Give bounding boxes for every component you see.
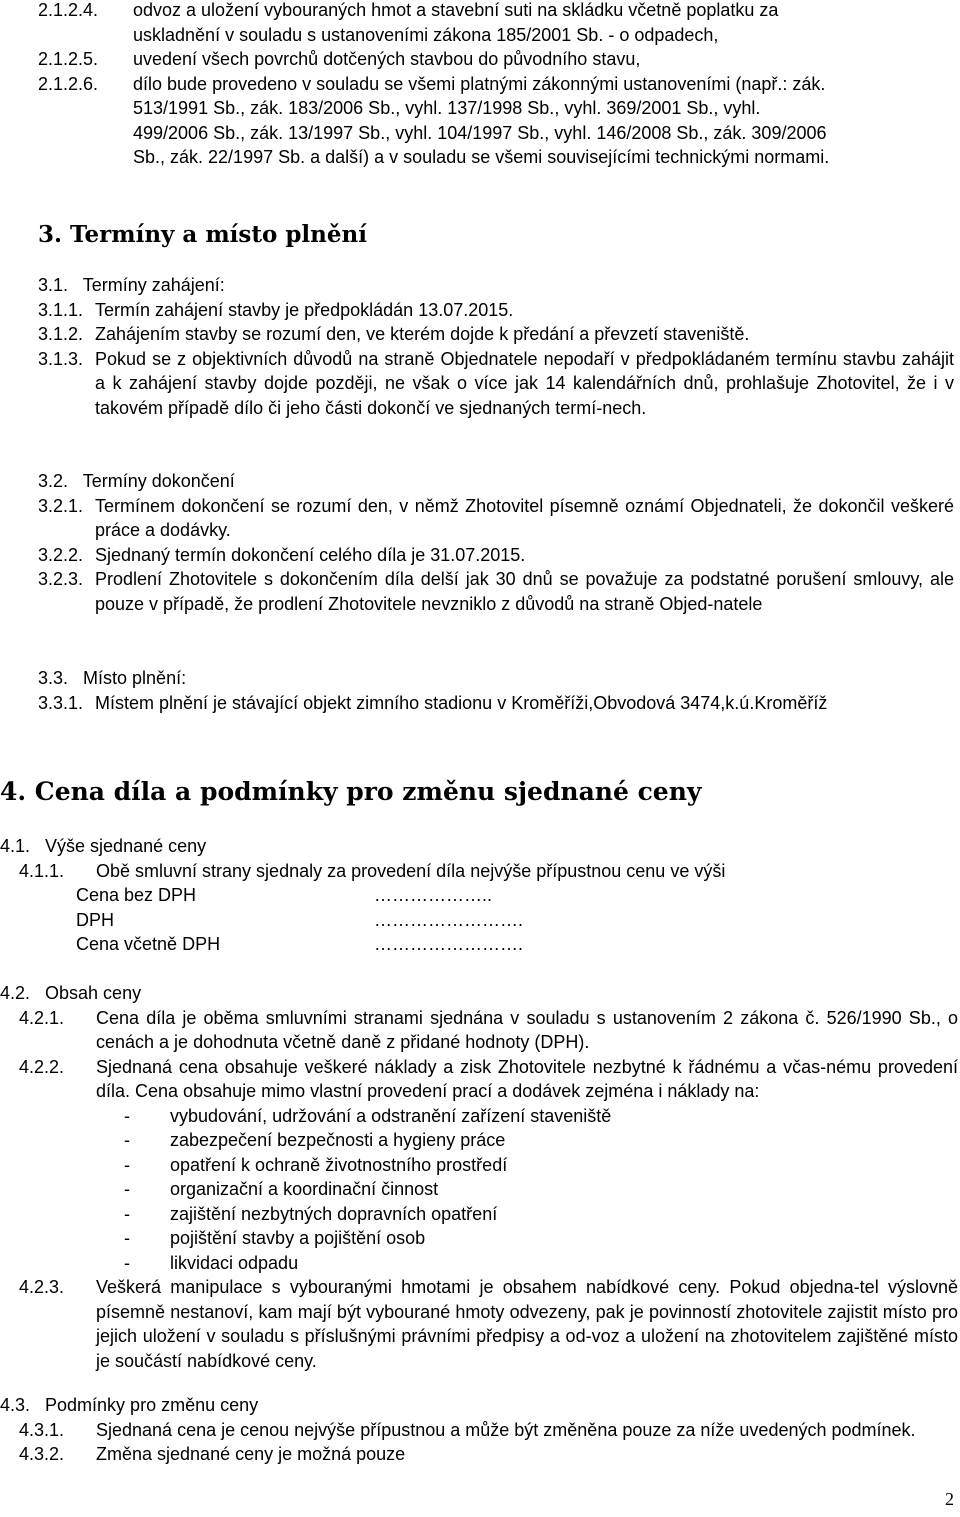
- section-4-2: [0, 981, 958, 1373]
- clause-3-1-1: 3.1.1. Termín zahájení stavby je předpokládán 13.07.2015.: [38, 299, 514, 320]
- cost-item: - pojištění stavby a pojištění osob: [124, 1228, 426, 1248]
- cost-item: - organizační a koordinační činnost: [124, 1179, 439, 1199]
- item-2-1-2-5: [38, 47, 960, 72]
- clause-4-2-1: 4.2.1. Cena díla je oběma smluvními stranami sjednána v souladu s ustanovením 2 zákona č. 526/1990 Sb., o cenách a je dohodnuta včetně daně z přidané hodnoty (DPH).: [19, 1007, 958, 1052]
- cost-item: - zabezpečení bezpečnosti a hygieny práce: [124, 1130, 506, 1150]
- clause-4-2-3: 4.2.3. Veškerá manipulace s vybouranými hmotami je obsahem nabídkové ceny. Pokud objedna-tel výslovně písemně nestanoví, kam mají být vybourané hmoty odvezeny, pak je povinností zhotovitele zajistit místo pro jejich uložení v souladu s příslušnými právními předpisy a od-voz a uložení na zhotovitelem zajištěné místo je součástí nabídkové ceny.: [19, 1277, 958, 1371]
- top-section: [38, 0, 960, 170]
- clause-3-2-3: 3.2.3. Prodlení Zhotovitele s dokončením díla delší jak 30 dnů se považuje za podstatné porušení smlouvy, ale pouze v případě, že prodlení Zhotovitele nevzniklo z důvodů na straně Objed-natele: [38, 569, 954, 614]
- section-4-3: [0, 1393, 958, 1467]
- price-list: [0, 883, 954, 957]
- price-row-base: Cena bez DPH ………………..: [76, 885, 493, 905]
- clause-3-1-2: 3.1.2. Zahájením stavby se rozumí den, ve kterém dojde k předání a převzetí staveniště.: [38, 324, 750, 344]
- item-2-1-2-6: [38, 72, 960, 170]
- item-line: dílo bude provedeno v souladu se všemi platnými zákonnými ustanoveními (např.: zák.: [133, 73, 826, 94]
- item-line: uvedení všech povrchů dotčených stavbou do původního stavu,: [133, 49, 641, 69]
- item-line: Sb., zák. 22/1997 Sb. a další) a v souladu se všemi souvisejícími technickými normami.: [133, 147, 830, 167]
- cost-item: - zajištění nezbytných dopravních opatření: [124, 1203, 498, 1224]
- cost-items: [0, 1104, 958, 1276]
- section-4-heading: 4. Cena díla a podmínky pro změnu sjednané ceny: [0, 777, 702, 806]
- cost-item: - likvidaci odpadu: [124, 1252, 299, 1273]
- item-line: 513/1991 Sb., zák. 183/2006 Sb., vyhl. 137/1998 Sb., vyhl. 369/2001 Sb., vyhl.: [133, 98, 761, 118]
- clause-4-2-2: 4.2.2. Sjednaná cena obsahuje veškeré náklady a zisk Zhotovitele nezbytné k řádnému a včas-nému provedení díla. Cena obsahuje mimo vlastní provedení prací a dodávek zejména i náklady na:: [19, 1056, 958, 1101]
- clause-3-1-3: 3.1.3. Pokud se z objektivních důvodů na straně Objednatele nepodaří v předpokládaném termínu stavbu zahájit a k zahájení stavby dojde později, ne však o více jak 14 kalendářních dnů, prohlašuje Zhotovitel, že i v takovém případě dílo či jeho části dokončí ve sjednaných termí-nech.: [38, 348, 954, 418]
- subsection-4-3: 4.3. Podmínky pro změnu ceny: [0, 1395, 259, 1415]
- section-3-3: [38, 666, 960, 715]
- item-number: 2.1.2.5.: [38, 49, 99, 69]
- clause-4-1-1: 4.1.1. Obě smluvní strany sjednaly za provedení díla nejvýše přípustnou cenu ve výši: [19, 860, 726, 881]
- section-4-1: [0, 834, 954, 957]
- subsection-3-2: 3.2. Termíny dokončení: [38, 471, 235, 491]
- clause-3-3-1: 3.3.1. Místem plnění je stávající objekt zimního stadionu v Kroměříži,Obvodová 3474,k.ú.Kroměříž: [38, 692, 828, 713]
- item-2-1-2-4: [38, 0, 960, 47]
- price-row-vat: DPH …………………….: [76, 909, 524, 930]
- cost-item: - vybudování, udržování a odstranění zařízení staveniště: [124, 1105, 612, 1126]
- clause-3-2-1: 3.2.1. Termínem dokončení se rozumí den, v němž Zhotovitel písemně oznámí Objednateli, že dokončil veškeré práce a dodávky.: [38, 495, 954, 540]
- clause-4-3-2: 4.3.2. Změna sjednané ceny je možná pouze: [19, 1444, 406, 1464]
- section-3-2: [38, 469, 954, 616]
- subsection-3-3: 3.3. Místo plnění:: [38, 668, 187, 688]
- item-line: 499/2006 Sb., zák. 13/1997 Sb., vyhl. 104/1997 Sb., vyhl. 146/2008 Sb., zák. 309/2006: [133, 122, 827, 143]
- subsection-4-1: 4.1. Výše sjednané ceny: [0, 836, 207, 856]
- price-row-total: Cena včetně DPH …………………….: [76, 934, 524, 954]
- section-3-body: [38, 273, 954, 420]
- item-number: 2.1.2.4.: [38, 0, 99, 20]
- item-number: 2.1.2.6.: [38, 73, 99, 94]
- section-3-heading: 3. Termíny a místo plnění: [38, 221, 367, 248]
- item-line: odvoz a uložení vybouraných hmot a stavební suti na skládku včetně poplatku za: [133, 0, 779, 20]
- subsection-4-2: 4.2. Obsah ceny: [0, 983, 142, 1003]
- clause-4-3-1: 4.3.1. Sjednaná cena je cenou nejvýše přípustnou a může být změněna pouze za níže uvedených podmínek.: [19, 1419, 916, 1440]
- item-line: uskladnění v souladu s ustanoveními zákona 185/2001 Sb. - o odpadech,: [133, 24, 719, 45]
- cost-item: - opatření k ochraně životnostního prostředí: [124, 1154, 508, 1175]
- subsection-3-1: 3.1. Termíny zahájení:: [38, 275, 225, 295]
- clause-3-2-2: 3.2.2. Sjednaný termín dokončení celého díla je 31.07.2015.: [38, 544, 526, 565]
- page-number: 2: [945, 1489, 954, 1509]
